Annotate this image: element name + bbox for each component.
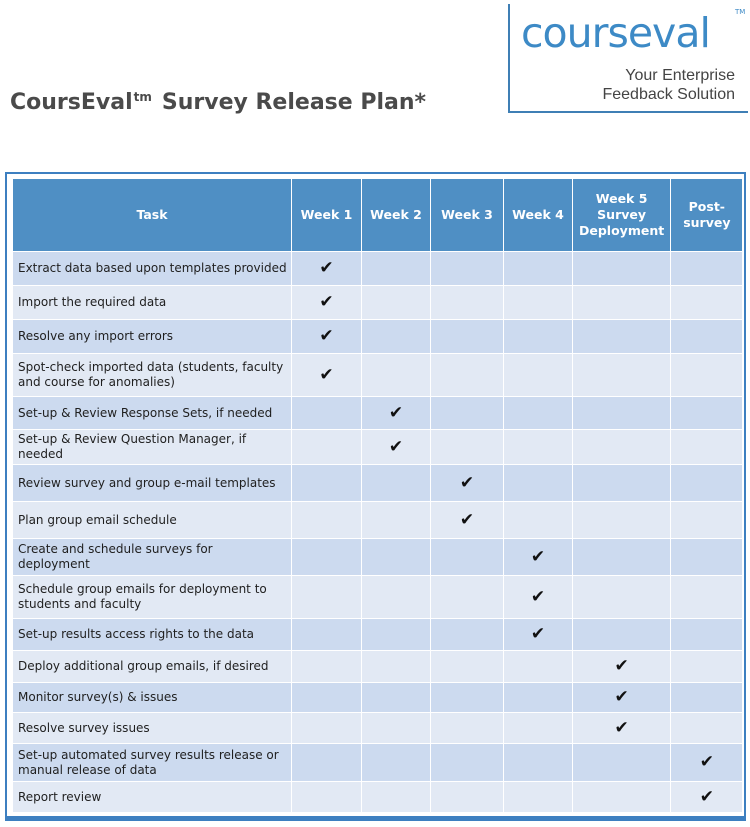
empty-cell <box>504 320 573 354</box>
empty-cell <box>671 430 743 465</box>
empty-cell <box>362 354 431 397</box>
checkmark-icon: ✔ <box>504 576 573 619</box>
table-row <box>13 502 743 539</box>
tagline-line-1: Your Enterprise <box>625 67 735 84</box>
courseval-logo: courseval <box>521 9 710 57</box>
empty-cell <box>362 252 431 286</box>
task-cell: Resolve any import errors <box>13 320 292 354</box>
table-row <box>13 782 743 813</box>
empty-cell <box>292 539 362 576</box>
empty-cell <box>504 713 573 744</box>
table-row <box>13 744 743 782</box>
empty-cell <box>573 252 671 286</box>
header-row <box>13 179 743 252</box>
empty-cell <box>504 354 573 397</box>
empty-cell <box>573 465 671 502</box>
table-row <box>13 354 743 397</box>
empty-cell <box>431 651 504 683</box>
empty-cell <box>671 286 743 320</box>
empty-cell <box>671 576 743 619</box>
table-row <box>13 252 743 286</box>
empty-cell <box>431 782 504 813</box>
empty-cell <box>362 744 431 782</box>
empty-cell <box>671 651 743 683</box>
table-row <box>13 465 743 502</box>
header-week-5: Week 5 Survey Deployment <box>573 179 671 252</box>
empty-cell <box>671 354 743 397</box>
empty-cell <box>504 286 573 320</box>
task-cell: Import the required data <box>13 286 292 320</box>
empty-cell <box>573 539 671 576</box>
empty-cell <box>504 465 573 502</box>
release-plan-table <box>12 178 743 813</box>
empty-cell <box>362 713 431 744</box>
plan-table-body <box>13 252 743 813</box>
empty-cell <box>362 465 431 502</box>
empty-cell <box>362 651 431 683</box>
empty-cell <box>671 539 743 576</box>
title-tm: tm <box>133 90 152 104</box>
task-cell: Monitor survey(s) & issues <box>13 683 292 713</box>
task-cell: Create and schedule surveys for deployment <box>13 539 292 576</box>
empty-cell <box>362 619 431 651</box>
checkmark-icon: ✔ <box>504 539 573 576</box>
empty-cell <box>504 744 573 782</box>
empty-cell <box>431 286 504 320</box>
task-cell: Plan group email schedule <box>13 502 292 539</box>
task-cell: Spot-check imported data (students, faculty and course for anomalies) <box>13 354 292 397</box>
empty-cell <box>431 430 504 465</box>
task-cell: Report review <box>13 782 292 813</box>
header-week-1: Week 1 <box>292 179 362 252</box>
table-row <box>13 683 743 713</box>
logo-box <box>508 4 748 113</box>
empty-cell <box>573 744 671 782</box>
checkmark-icon: ✔ <box>431 465 504 502</box>
empty-cell <box>671 713 743 744</box>
tagline <box>602 66 735 104</box>
empty-cell <box>292 397 362 430</box>
table-row <box>13 320 743 354</box>
task-cell: Resolve survey issues <box>13 713 292 744</box>
empty-cell <box>292 576 362 619</box>
task-cell: Extract data based upon templates provided <box>13 252 292 286</box>
empty-cell <box>431 683 504 713</box>
empty-cell <box>292 683 362 713</box>
header-week-4: Week 4 <box>504 179 573 252</box>
empty-cell <box>362 286 431 320</box>
empty-cell <box>431 539 504 576</box>
header-week-3: Week 3 <box>431 179 504 252</box>
empty-cell <box>431 354 504 397</box>
empty-cell <box>671 252 743 286</box>
empty-cell <box>671 502 743 539</box>
checkmark-icon: ✔ <box>292 354 362 397</box>
empty-cell <box>671 320 743 354</box>
empty-cell <box>504 502 573 539</box>
table-row <box>13 430 743 465</box>
empty-cell <box>504 252 573 286</box>
table-row <box>13 397 743 430</box>
empty-cell <box>292 713 362 744</box>
empty-cell <box>573 397 671 430</box>
empty-cell <box>504 782 573 813</box>
empty-cell <box>362 502 431 539</box>
task-cell: Set-up results access rights to the data <box>13 619 292 651</box>
empty-cell <box>671 465 743 502</box>
logo-trademark: TM <box>735 8 746 16</box>
table-row <box>13 619 743 651</box>
empty-cell <box>292 465 362 502</box>
empty-cell <box>362 782 431 813</box>
empty-cell <box>504 397 573 430</box>
table-row <box>13 539 743 576</box>
title-text: Survey Release Plan* <box>161 90 427 115</box>
plan-table-frame <box>5 172 746 821</box>
checkmark-icon: ✔ <box>504 619 573 651</box>
empty-cell <box>573 619 671 651</box>
checkmark-icon: ✔ <box>431 502 504 539</box>
empty-cell <box>362 576 431 619</box>
checkmark-icon: ✔ <box>292 252 362 286</box>
empty-cell <box>431 576 504 619</box>
empty-cell <box>431 397 504 430</box>
tagline-line-2: Feedback Solution <box>602 86 735 103</box>
empty-cell <box>671 683 743 713</box>
empty-cell <box>431 744 504 782</box>
empty-cell <box>573 430 671 465</box>
empty-cell <box>431 713 504 744</box>
empty-cell <box>573 320 671 354</box>
checkmark-icon: ✔ <box>292 320 362 354</box>
empty-cell <box>504 430 573 465</box>
checkmark-icon: ✔ <box>573 713 671 744</box>
checkmark-icon: ✔ <box>671 782 743 813</box>
empty-cell <box>292 782 362 813</box>
task-cell: Review survey and group e-mail templates <box>13 465 292 502</box>
task-cell: Set-up & Review Question Manager, if needed <box>13 430 292 465</box>
checkmark-icon: ✔ <box>573 683 671 713</box>
empty-cell <box>431 619 504 651</box>
task-cell: Set-up & Review Response Sets, if needed <box>13 397 292 430</box>
empty-cell <box>431 252 504 286</box>
empty-cell <box>573 354 671 397</box>
task-cell: Set-up automated survey results release or manual release of data <box>13 744 292 782</box>
empty-cell <box>292 619 362 651</box>
page-title <box>10 90 426 115</box>
checkmark-icon: ✔ <box>362 397 431 430</box>
empty-cell <box>292 651 362 683</box>
task-cell: Deploy additional group emails, if desired <box>13 651 292 683</box>
empty-cell <box>431 320 504 354</box>
empty-cell <box>573 286 671 320</box>
empty-cell <box>292 744 362 782</box>
checkmark-icon: ✔ <box>573 651 671 683</box>
empty-cell <box>362 539 431 576</box>
table-row <box>13 713 743 744</box>
empty-cell <box>504 651 573 683</box>
empty-cell <box>362 320 431 354</box>
title-brand: CoursEval <box>10 90 133 115</box>
empty-cell <box>292 502 362 539</box>
checkmark-icon: ✔ <box>292 286 362 320</box>
empty-cell <box>362 683 431 713</box>
empty-cell <box>292 430 362 465</box>
empty-cell <box>573 502 671 539</box>
header-post-survey: Post-survey <box>671 179 743 252</box>
empty-cell <box>671 619 743 651</box>
empty-cell <box>671 397 743 430</box>
task-cell: Schedule group emails for deployment to students and faculty <box>13 576 292 619</box>
table-row <box>13 576 743 619</box>
empty-cell <box>573 576 671 619</box>
checkmark-icon: ✔ <box>362 430 431 465</box>
header-week-2: Week 2 <box>362 179 431 252</box>
table-row <box>13 286 743 320</box>
table-row <box>13 651 743 683</box>
header-task: Task <box>13 179 292 252</box>
empty-cell <box>573 782 671 813</box>
checkmark-icon: ✔ <box>671 744 743 782</box>
empty-cell <box>504 683 573 713</box>
